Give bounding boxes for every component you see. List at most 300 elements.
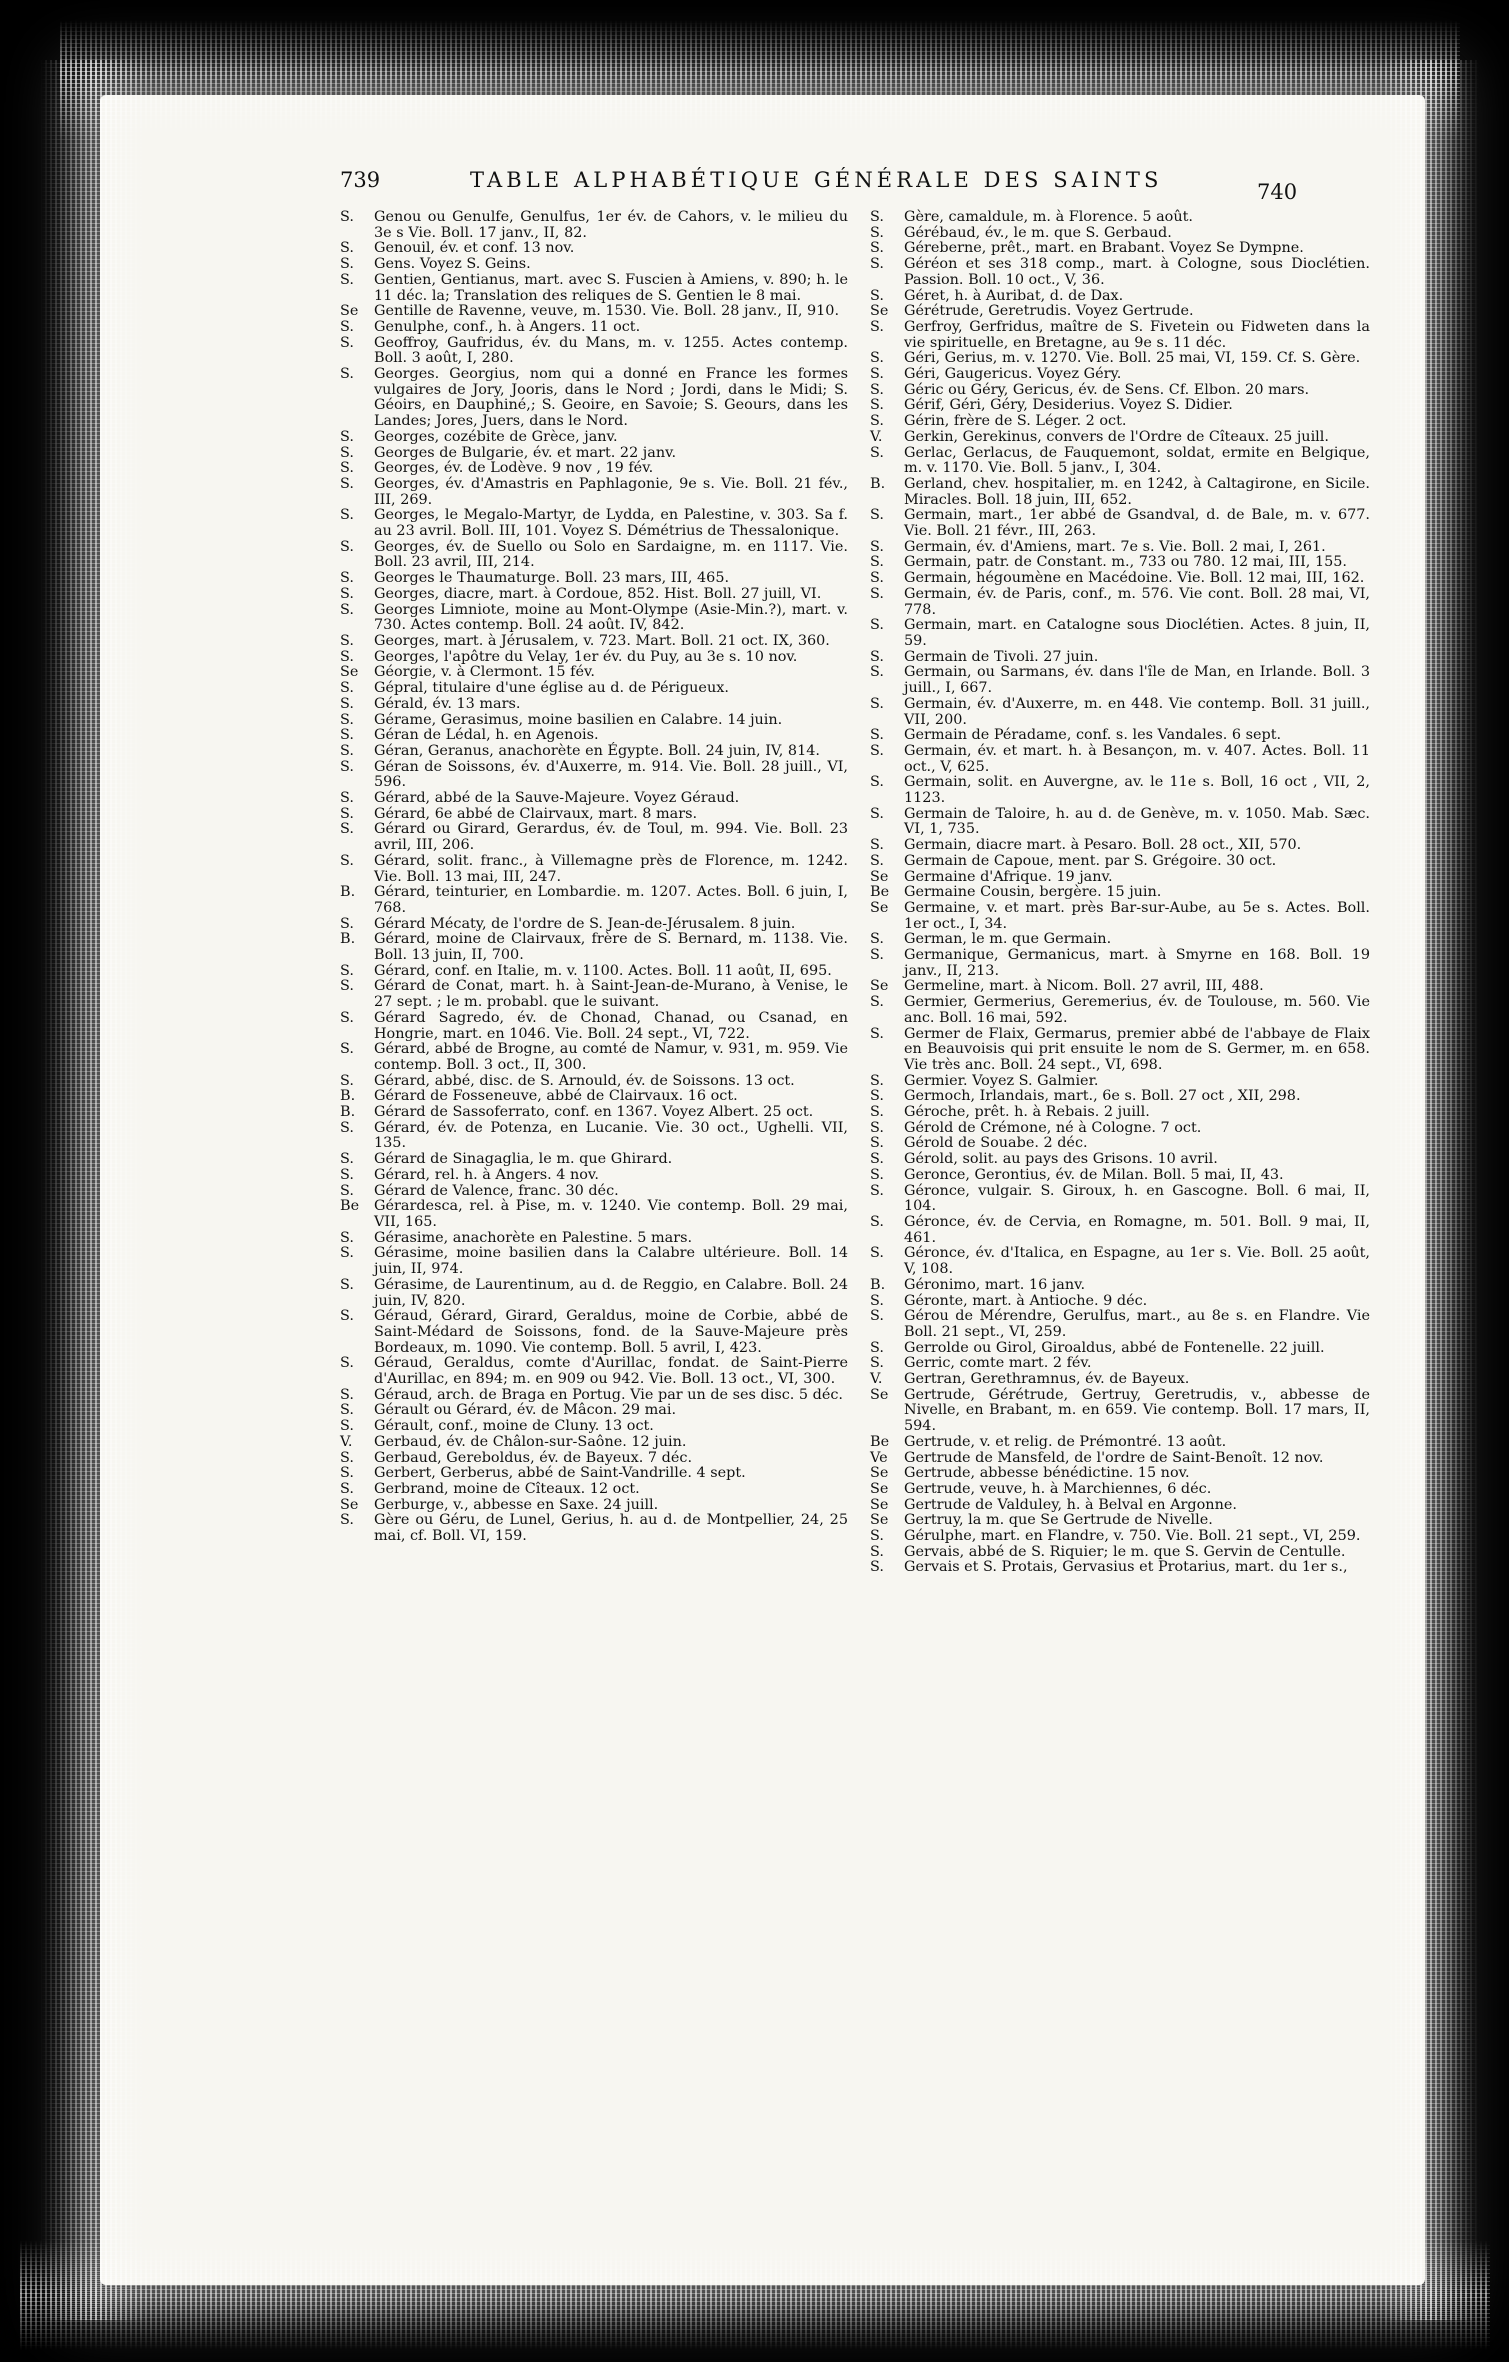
index-entry — [870, 775, 1370, 806]
index-entry — [870, 1372, 1370, 1388]
entry-title-abbreviation: S. — [870, 695, 884, 712]
entry-text: Gertruy, la m. que Se Gertrude de Nivelle. — [904, 1512, 1213, 1529]
entry-title-abbreviation: S. — [870, 570, 884, 587]
entry-text: Gérétrude, Geretrudis. Voyez Gertrude. — [904, 303, 1194, 320]
index-entry — [870, 226, 1370, 242]
entry-title-abbreviation: S. — [870, 350, 884, 367]
entry-text: Géran de Soissons, év. d'Auxerre, m. 914. Vie. Boll. 28 juill., VI, 596. — [374, 758, 848, 791]
entry-text: Géri, Gaugericus. Voyez Géry. — [904, 366, 1122, 383]
index-entry — [870, 446, 1370, 477]
entry-title-abbreviation: S. — [870, 1182, 884, 1199]
entry-text: Gérin, frère de S. Léger. 2 oct. — [904, 413, 1127, 430]
index-entry — [870, 1498, 1370, 1514]
entry-title-abbreviation: V. — [340, 1433, 353, 1450]
entry-title-abbreviation: S. — [870, 947, 884, 964]
entry-text: Géraud, arch. de Braga en Portug. Vie par un de ses disc. 5 déc. — [374, 1386, 844, 1403]
entry-text: German, le m. que Germain. — [904, 931, 1112, 948]
entry-title-abbreviation: B. — [870, 475, 886, 492]
entry-title-abbreviation: S. — [340, 366, 354, 383]
entry-text: Géorgie, v. à Clermont. 15 fév. — [374, 664, 596, 681]
index-entry — [340, 665, 848, 681]
entry-text: Géran, Geranus, anachorète en Égypte. Boll. 24 juin, IV, 814. — [374, 742, 820, 759]
entry-title-abbreviation: Se — [340, 664, 359, 681]
entry-title-abbreviation: S. — [340, 334, 354, 351]
entry-text: Géronce, év. de Cervia, en Romagne, m. 501. Boll. 9 mai, II, 461. — [904, 1214, 1370, 1246]
index-entry — [340, 760, 848, 791]
running-title: TABLE ALPHABÉTIQUE GÉNÉRALE DES SAINTS — [470, 168, 1163, 192]
index-entry — [870, 398, 1370, 414]
entry-text: Gerbert, Gerberus, abbé de Saint-Vandrille. 4 sept. — [374, 1465, 746, 1482]
index-entry — [870, 1529, 1370, 1545]
entry-text: Georges, év. de Suello ou Solo en Sardaigne, m. en 1117. Vie. Boll. 23 avril, III, 214. — [374, 538, 848, 571]
entry-title-abbreviation: S. — [870, 444, 884, 461]
entry-title-abbreviation: S. — [340, 632, 354, 649]
entry-text: Germaine, v. et mart. près Bar-sur-Aube, au 5e s. Actes. Boll. 1er oct., I, 34. — [904, 899, 1370, 932]
page-number-right: 740 — [1257, 180, 1298, 204]
entry-title-abbreviation: S. — [340, 460, 354, 477]
index-entry — [340, 587, 848, 603]
index-entry — [870, 1089, 1370, 1105]
index-entry — [340, 1042, 848, 1073]
index-entry — [870, 508, 1370, 539]
entry-title-abbreviation: S. — [870, 287, 884, 304]
entry-title-abbreviation: S. — [340, 1151, 354, 1168]
index-entry — [340, 508, 848, 539]
index-entry — [870, 697, 1370, 728]
entry-title-abbreviation: S. — [870, 1025, 884, 1042]
index-entry — [870, 1168, 1370, 1184]
entry-title-abbreviation: B. — [340, 931, 356, 948]
index-entry — [870, 1215, 1370, 1246]
entry-title-abbreviation: S. — [340, 1245, 354, 1262]
index-entry — [340, 1309, 848, 1356]
entry-title-abbreviation: S. — [870, 837, 884, 854]
entry-title-abbreviation: Se — [870, 1496, 889, 1513]
entry-title-abbreviation: S. — [870, 538, 884, 555]
entry-text: Germer de Flaix, Germarus, premier abbé de l'abbaye de Flaix en Beauvoisis qui prit ensuite le nom de S. Germer, m. en 658. Vie très anc. Boll. 24 sept., VI, 698. — [904, 1025, 1370, 1073]
entry-text: Gérard de Conat, mart. h. à Saint-Jean-de-Murano, à Venise, le 27 sept. ; le m. probabl. que le suivant. — [374, 978, 848, 1011]
index-entry — [340, 1403, 848, 1419]
entry-title-abbreviation: S. — [870, 664, 884, 681]
entry-title-abbreviation: Se — [870, 868, 889, 885]
index-entry — [340, 697, 848, 713]
index-entry — [870, 351, 1370, 367]
entry-text: Gérard, moine de Clairvaux, frère de S. Bernard, m. 1138. Vie. Boll. 13 juin, II, 700. — [374, 931, 848, 964]
entry-title-abbreviation: S. — [340, 1418, 354, 1435]
entry-text: Géric ou Géry, Gericus, év. de Sens. Cf. Elbon. 20 mars. — [904, 381, 1310, 398]
entry-text: Gérard de Sinagaglia, le m. que Ghirard. — [374, 1151, 673, 1168]
entry-title-abbreviation: S. — [870, 240, 884, 257]
entry-title-abbreviation: S. — [870, 1308, 884, 1325]
index-entry — [340, 1278, 848, 1309]
entry-text: Germaine d'Afrique. 19 janv. — [904, 868, 1113, 885]
index-entry — [340, 477, 848, 508]
index-entry — [870, 383, 1370, 399]
entry-text: Gerlac, Gerlacus, de Fauquemont, soldat, ermite en Belgique, m. v. 1170. Vie. Boll. 5 janv., I, 304. — [904, 444, 1370, 477]
index-entry — [340, 1482, 848, 1498]
entry-text: Gérasime, de Laurentinum, au d. de Reggio, en Calabre. Boll. 24 juin, IV, 820. — [374, 1276, 848, 1309]
entry-title-abbreviation: S. — [340, 240, 354, 257]
entry-text: Gérulphe, mart. en Flandre, v. 750. Vie. Boll. 21 sept., VI, 259. — [904, 1528, 1361, 1545]
entry-text: Gerbaud, év. de Châlon-sur-Saône. 12 juin. — [374, 1433, 687, 1450]
entry-text: Géreberne, prêt., mart. en Brabant. Voyez Se Dympne. — [904, 240, 1304, 257]
index-entry — [870, 367, 1370, 383]
entry-text: Géroche, prêt. h. à Rebais. 2 juill. — [904, 1104, 1150, 1121]
entry-title-abbreviation: S. — [340, 680, 354, 697]
entry-text: Gérault ou Gérard, év. de Mâcon. 29 mai. — [374, 1402, 677, 1419]
index-entry — [340, 304, 848, 320]
index-entry — [870, 1074, 1370, 1090]
index-entry — [870, 477, 1370, 508]
entry-title-abbreviation: S. — [340, 727, 354, 744]
entry-text: Germoch, Irlandais, mart., 6e s. Boll. 27 oct , XII, 298. — [904, 1088, 1301, 1105]
entry-text: Géronimo, mart. 16 janv. — [904, 1276, 1086, 1293]
entry-text: Gérasime, anachorète en Palestine. 5 mars. — [374, 1229, 693, 1246]
entry-text: Gertrude, veuve, h. à Marchiennes, 6 déc. — [904, 1480, 1212, 1497]
entry-text: Gertrude de Valduley, h. à Belval en Argonne. — [904, 1496, 1237, 1513]
index-entry — [870, 210, 1370, 226]
entry-text: Genulphe, conf., h. à Angers. 11 oct. — [374, 318, 641, 335]
index-entry — [870, 885, 1370, 901]
index-entry — [870, 555, 1370, 571]
entry-title-abbreviation: Be — [340, 1198, 360, 1215]
entry-text: Gerric, comte mart. 2 fév. — [904, 1355, 1092, 1372]
entry-text: Georges le Thaumaturge. Boll. 23 mars, III, 465. — [374, 570, 730, 587]
index-entry — [340, 257, 848, 273]
index-entry — [340, 1074, 848, 1090]
index-entry — [870, 807, 1370, 838]
entry-text: Gérou de Mérendre, Gerulfus, mart., au 8e s. en Flandre. Vie Boll. 21 sept., VI, 259. — [904, 1308, 1370, 1340]
entry-title-abbreviation: S. — [870, 994, 884, 1011]
entry-text: Genouil, év. et conf. 13 nov. — [374, 240, 575, 257]
index-entry — [340, 807, 848, 823]
entry-text: Germain, patr. de Constant. m., 733 ou 780. 12 mai, III, 155. — [904, 554, 1347, 571]
entry-text: Germain, ou Sarmans, év. dans l'île de Man, en Irlande. Boll. 3 juill., I, 667. — [904, 664, 1370, 697]
entry-text: Georges. Georgius, nom qui a donné en France les formes vulgaires de Jory, Jooris, dans le Nord ; Jordi, dans le Midi; S. Géoirs, en Dauphiné,; S. Geoire, en Savoie; S. Geours, dans les Landes; Jores, Juers, dans le Nord. — [374, 366, 848, 430]
entry-title-abbreviation: Se — [870, 1512, 889, 1529]
entry-title-abbreviation: S. — [340, 601, 354, 618]
index-entry — [870, 430, 1370, 446]
entry-text: Gertran, Gerethramnus, év. de Bayeux. — [904, 1371, 1190, 1388]
entry-text: Georges, mart. à Jérusalem, v. 723. Mart. Boll. 21 oct. IX, 360. — [374, 632, 830, 649]
entry-text: Gérame, Gerasimus, moine basilien en Calabre. 14 juin. — [374, 711, 783, 728]
index-entry — [870, 1184, 1370, 1215]
entry-title-abbreviation: S. — [870, 209, 884, 225]
index-entry — [340, 1168, 848, 1184]
entry-title-abbreviation: S. — [870, 1166, 884, 1183]
entry-text: Georges, l'apôtre du Velay, 1er év. du Puy, au 3e s. 10 nov. — [374, 648, 798, 665]
entry-text: Gérard, teinturier, en Lombardie. m. 1207. Actes. Boll. 6 juin, I, 768. — [374, 884, 848, 916]
entry-title-abbreviation: V. — [870, 1371, 883, 1388]
entry-text: Germain de Tivoli. 27 juin. — [904, 648, 1099, 665]
index-entry — [340, 571, 848, 587]
index-entry — [340, 979, 848, 1010]
index-entry — [340, 1089, 848, 1105]
index-entry — [340, 1246, 848, 1277]
index-entry — [340, 1451, 848, 1467]
index-entry — [870, 901, 1370, 932]
page-number-left: 739 — [340, 168, 381, 192]
entry-text: Gertrude, v. et relig. de Prémontré. 13 août. — [904, 1433, 1227, 1450]
entry-text: Gerrolde ou Girol, Giroaldus, abbé de Fontenelle. 22 juill. — [904, 1339, 1325, 1356]
left-column — [340, 210, 848, 1545]
entry-text: Gérardesca, rel. à Pise, m. v. 1240. Vie contemp. Boll. 29 mai, VII, 165. — [374, 1198, 848, 1230]
index-entry — [340, 320, 848, 336]
entry-title-abbreviation: S. — [340, 742, 354, 759]
entry-title-abbreviation: Se — [870, 899, 889, 916]
entry-text: Germain, év. et mart. h. à Besançon, m. v. 407. Actes. Boll. 11 oct., V, 625. — [904, 742, 1370, 775]
entry-text: Géri, Gerius, m. v. 1270. Vie. Boll. 25 mai, VI, 159. Cf. S. Gère. — [904, 350, 1361, 367]
index-entry — [870, 1309, 1370, 1340]
entry-text: Georges, cozébite de Grèce, janv. — [374, 428, 618, 445]
entry-title-abbreviation: S. — [340, 1229, 354, 1246]
entry-title-abbreviation: S. — [340, 585, 354, 602]
index-entry — [870, 241, 1370, 257]
entry-text: Gère ou Géru, de Lunel, Gerius, h. au d. de Montpellier, 24, 25 mai, cf. Boll. VI, 159. — [374, 1512, 848, 1545]
index-entry — [340, 1419, 848, 1435]
index-entry — [340, 273, 848, 304]
entry-title-abbreviation: S. — [870, 805, 884, 822]
index-entry — [340, 713, 848, 729]
entry-text: Germain, diacre mart. à Pesaro. Boll. 28 oct., XII, 570. — [904, 837, 1302, 854]
index-entry — [870, 838, 1370, 854]
index-entry — [340, 1011, 848, 1042]
entry-text: Gérard, abbé de la Sauve-Majeure. Voyez Géraud. — [374, 790, 740, 807]
entry-text: Germain, mart., 1er abbé de Gsandval, d. de Bale, m. v. 677. Vie. Boll. 21 févr., III, 263. — [904, 507, 1370, 540]
entry-title-abbreviation: S. — [870, 727, 884, 744]
entry-title-abbreviation: S. — [870, 1528, 884, 1545]
entry-title-abbreviation: S. — [340, 1276, 354, 1293]
entry-text: Gérold de Souabe. 2 déc. — [904, 1135, 1088, 1152]
entry-text: Geoffroy, Gaufridus, év. du Mans, m. v. 1255. Actes contemp. Boll. 3 août, I, 280. — [374, 334, 848, 367]
entry-title-abbreviation: S. — [870, 1135, 884, 1152]
index-entry — [340, 241, 848, 257]
entry-text: Gérasime, moine basilien dans la Calabre ultérieure. Boll. 14 juin, II, 974. — [374, 1245, 848, 1278]
index-entry — [870, 1105, 1370, 1121]
index-entry — [340, 854, 848, 885]
entry-title-abbreviation: S. — [870, 648, 884, 665]
entry-text: Gérold, solit. au pays des Grisons. 10 avril. — [904, 1151, 1218, 1168]
index-entry — [870, 414, 1370, 430]
entry-title-abbreviation: S. — [340, 962, 354, 979]
index-entry — [870, 744, 1370, 775]
entry-title-abbreviation: S. — [340, 1449, 354, 1466]
entry-title-abbreviation: S. — [340, 695, 354, 712]
entry-title-abbreviation: S. — [340, 1072, 354, 1089]
entry-text: Gérard Sagredo, év. de Chonad, Chanad, ou Csanad, en Hongrie, mart. en 1046. Vie. Boll. 24 sept., VI, 722. — [374, 1009, 848, 1042]
entry-title-abbreviation: S. — [340, 570, 354, 587]
entry-title-abbreviation: B. — [340, 884, 356, 901]
index-entry — [870, 1466, 1370, 1482]
entry-text: Georges, év. de Lodève. 9 nov , 19 fév. — [374, 460, 654, 477]
entry-title-abbreviation: S. — [870, 1543, 884, 1560]
index-entry — [870, 728, 1370, 744]
index-entry — [870, 1121, 1370, 1137]
index-entry — [870, 1246, 1370, 1277]
index-entry — [870, 289, 1370, 305]
index-entry — [340, 917, 848, 933]
entry-text: Genou ou Genulfe, Genulfus, 1er év. de Cahors, v. le milieu du 3e s Vie. Boll. 17 janv., II, 82. — [374, 209, 848, 241]
index-entry — [870, 1560, 1370, 1576]
entry-title-abbreviation: S. — [340, 538, 354, 555]
entry-text: Germier. Voyez S. Galmier. — [904, 1072, 1099, 1089]
entry-text: Georges, le Megalo-Martyr, de Lydda, en Palestine, v. 303. Sa f. au 23 avril. Boll. III, 101. Voyez S. Démétrius de Thessalonique. — [374, 507, 848, 540]
entry-text: Gérard de Valence, franc. 30 déc. — [374, 1182, 619, 1199]
entry-title-abbreviation: Se — [870, 1480, 889, 1497]
entry-text: Gépral, titulaire d'une église au d. de Périgueux. — [374, 680, 729, 697]
entry-title-abbreviation: S. — [870, 381, 884, 398]
entry-text: Gérard de Fosseneuve, abbé de Clairvaux. 16 oct. — [374, 1088, 738, 1105]
entry-title-abbreviation: S. — [870, 397, 884, 414]
index-entry — [340, 367, 848, 430]
entry-title-abbreviation: S. — [340, 507, 354, 524]
entry-title-abbreviation: Se — [340, 303, 359, 320]
entry-text: Gérard Mécaty, de l'ordre de S. Jean-de-Jérusalem. 8 juin. — [374, 915, 796, 932]
entry-text: Gertrude, Gérétrude, Gertruy, Geretrudis, v., abbesse de Nivelle, en Brabant, m. en 659. Vie contemp. Boll. 17 mars, II, 594. — [904, 1386, 1370, 1435]
entry-title-abbreviation: S. — [870, 1072, 884, 1089]
index-entry — [340, 1388, 848, 1404]
entry-title-abbreviation: V. — [870, 428, 883, 445]
entry-text: Gentien, Gentianus, mart. avec S. Fuscien à Amiens, v. 890; h. le 11 déc. la; Translation des reliques de S. Gentien le 8 mai. — [374, 271, 848, 304]
entry-title-abbreviation: Ve — [870, 1449, 888, 1466]
entry-text: Gerland, chev. hospitalier, m. en 1242, à Caltagirone, en Sicile. Miracles. Boll. 18 juin, III, 652. — [904, 475, 1370, 508]
entry-title-abbreviation: S. — [340, 1166, 354, 1183]
entry-text: Gérard, abbé de Brogne, au comté de Namur, v. 931, m. 959. Vie contemp. Boll. 3 oct., II, 300. — [374, 1041, 848, 1073]
entry-title-abbreviation: S. — [340, 711, 354, 728]
entry-text: Gertrude de Mansfeld, de l'ordre de Saint-Benoît. 12 nov. — [904, 1449, 1324, 1466]
index-entry — [340, 1199, 848, 1230]
entry-title-abbreviation: Se — [870, 1465, 889, 1482]
index-entry — [870, 854, 1370, 870]
entry-text: Gérif, Géri, Géry, Desiderius. Voyez S. Didier. — [904, 397, 1233, 414]
entry-text: Gens. Voyez S. Geins. — [374, 256, 531, 273]
index-entry — [340, 1105, 848, 1121]
index-entry — [870, 948, 1370, 979]
index-entry — [340, 791, 848, 807]
index-entry — [870, 1388, 1370, 1435]
entry-title-abbreviation: B. — [870, 1276, 886, 1293]
entry-title-abbreviation: S. — [870, 1088, 884, 1105]
index-entry — [340, 822, 848, 853]
entry-text: Germain, év. d'Auxerre, m. en 448. Vie contemp. Boll. 31 juill., VII, 200. — [904, 695, 1370, 728]
entry-text: Germain, hégoumène en Macédoine. Vie. Boll. 12 mai, III, 162. — [904, 570, 1365, 587]
index-entry — [340, 1513, 848, 1544]
entry-title-abbreviation: S. — [870, 1214, 884, 1230]
index-entry — [870, 540, 1370, 556]
entry-title-abbreviation: S. — [340, 1402, 354, 1419]
entry-title-abbreviation: S. — [870, 1559, 884, 1576]
entry-text: Gerbrand, moine de Cîteaux. 12 oct. — [374, 1480, 640, 1497]
entry-title-abbreviation: S. — [340, 805, 354, 822]
entry-title-abbreviation: B. — [340, 1088, 356, 1105]
entry-text: Gérold de Crémone, né à Cologne. 7 oct. — [904, 1119, 1202, 1136]
entry-text: Germeline, mart. à Nicom. Boll. 27 avril, III, 488. — [904, 978, 1264, 995]
entry-text: Georges Limniote, moine au Mont-Olympe (Asie-Min.?), mart. v. 730. Actes contemp. Boll. 24 août. IV, 842. — [374, 601, 848, 634]
index-entry — [870, 932, 1370, 948]
entry-text: Germain, mart. en Catalogne sous Dioclétien. Actes. 8 juin, II, 59. — [904, 617, 1370, 649]
index-entry — [870, 1278, 1370, 1294]
index-entry — [870, 979, 1370, 995]
index-entry — [870, 1513, 1370, 1529]
entry-title-abbreviation: S. — [340, 978, 354, 995]
entry-title-abbreviation: S. — [870, 1104, 884, 1121]
entry-text: Gerburge, v., abbesse en Saxe. 24 juill. — [374, 1496, 659, 1513]
entry-title-abbreviation: Be — [870, 1433, 890, 1450]
index-entry — [340, 1152, 848, 1168]
entry-title-abbreviation: S. — [340, 1465, 354, 1482]
index-entry — [340, 681, 848, 697]
index-entry — [340, 1466, 848, 1482]
entry-text: Gerkin, Gerekinus, convers de l'Ordre de Cîteaux. 25 juill. — [904, 428, 1329, 445]
index-entry — [870, 618, 1370, 649]
entry-text: Germain de Capoue, ment. par S. Grégoire. 30 oct. — [904, 852, 1277, 869]
entry-title-abbreviation: S. — [870, 554, 884, 571]
index-entry — [870, 571, 1370, 587]
entry-title-abbreviation: S. — [340, 1480, 354, 1497]
entry-title-abbreviation: S. — [870, 1245, 884, 1262]
entry-title-abbreviation: S. — [870, 1292, 884, 1309]
entry-text: Géronce, vulgair. S. Giroux, h. en Gascogne. Boll. 6 mai, II, 104. — [904, 1182, 1370, 1215]
entry-title-abbreviation: S. — [340, 852, 354, 869]
index-entry — [870, 1482, 1370, 1498]
entry-title-abbreviation: Se — [870, 1386, 889, 1403]
entry-title-abbreviation: S. — [870, 1339, 884, 1356]
entry-title-abbreviation: S. — [340, 1009, 354, 1026]
entry-text: Gérard de Sassoferrato, conf. en 1367. Voyez Albert. 25 oct. — [374, 1104, 814, 1121]
entry-text: Gerfroy, Gerfridus, maître de S. Fivetein ou Fidweten dans la vie spirituelle, en Bretagne, au 9e s. 11 déc. — [904, 318, 1370, 351]
entry-title-abbreviation: S. — [870, 617, 884, 634]
entry-title-abbreviation: S. — [340, 1119, 354, 1136]
entry-title-abbreviation: S. — [870, 585, 884, 602]
index-entry — [870, 1451, 1370, 1467]
entry-title-abbreviation: S. — [870, 1355, 884, 1372]
entry-title-abbreviation: S. — [870, 224, 884, 241]
entry-text: Gérard, 6e abbé de Clairvaux, mart. 8 mars. — [374, 805, 698, 822]
entry-title-abbreviation: S. — [340, 1355, 354, 1372]
index-entry — [870, 1136, 1370, 1152]
index-entry — [870, 1027, 1370, 1074]
entry-text: Gervais et S. Protais, Gervasius et Protarius, mart. du 1er s., — [904, 1559, 1348, 1576]
entry-title-abbreviation: S. — [340, 318, 354, 335]
entry-text: Gérard, solit. franc., à Villemagne près de Florence, m. 1242. Vie. Boll. 13 mai, III, 247. — [374, 852, 848, 885]
entry-title-abbreviation: S. — [340, 1041, 354, 1058]
index-entry — [340, 885, 848, 916]
entry-title-abbreviation: S. — [340, 790, 354, 807]
index-entry — [340, 540, 848, 571]
entry-text: Germain, év. d'Amiens, mart. 7e s. Vie. Boll. 2 mai, I, 261. — [904, 538, 1326, 555]
index-entry — [870, 304, 1370, 320]
index-entry — [870, 1545, 1370, 1561]
entry-title-abbreviation: S. — [870, 1119, 884, 1136]
index-entry — [340, 634, 848, 650]
index-entry — [340, 336, 848, 367]
entry-text: Gentille de Ravenne, veuve, m. 1530. Vie. Boll. 28 janv., II, 910. — [374, 303, 840, 320]
entry-text: Géran de Lédal, h. en Agenois. — [374, 727, 599, 744]
entry-text: Georges, diacre, mart. à Cordoue, 852. Hist. Boll. 27 juill, VI. — [374, 585, 822, 602]
index-entry — [340, 1498, 848, 1514]
index-entry — [870, 257, 1370, 288]
entry-text: Germanique, Germanicus, mart. à Smyrne en 168. Boll. 19 janv., II, 213. — [904, 947, 1370, 979]
index-entry — [340, 1435, 848, 1451]
entry-title-abbreviation: S. — [340, 915, 354, 932]
entry-text: Géronte, mart. à Antioche. 9 déc. — [904, 1292, 1148, 1309]
index-entry — [870, 650, 1370, 666]
entry-text: Gérard, conf. en Italie, m. v. 1100. Actes. Boll. 11 août, II, 695. — [374, 962, 832, 979]
entry-text: Germain, év. de Paris, conf., m. 576. Vie cont. Boll. 28 mai, VI, 778. — [904, 585, 1370, 618]
entry-text: Georges, év. d'Amastris en Paphlagonie, 9e s. Vie. Boll. 21 fév., III, 269. — [374, 475, 848, 508]
index-entry — [870, 1435, 1370, 1451]
index-entry — [870, 995, 1370, 1026]
